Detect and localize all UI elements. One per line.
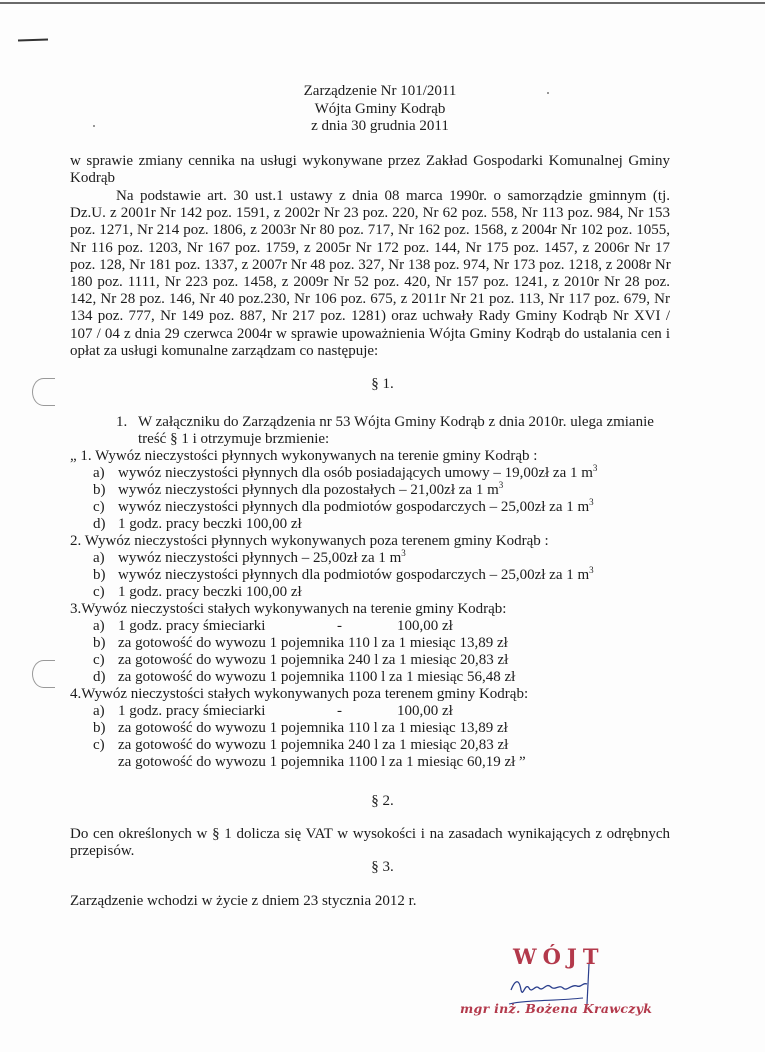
scan-speck bbox=[93, 125, 95, 127]
list-item-letter: c) bbox=[93, 652, 105, 668]
list-item-letter: c) bbox=[93, 584, 105, 600]
list-item: za gotowość do wywozu 1 pojemnika 110 l za 1 miesiąc 13,89 zł bbox=[118, 720, 508, 736]
list-item: za gotowość do wywozu 1 pojemnika 240 l za 1 miesiąc 20,83 zł bbox=[118, 737, 509, 753]
scan-top-edge bbox=[0, 2, 765, 4]
list-item-letter: d) bbox=[93, 516, 106, 532]
subject-line-1: w sprawie zmiany cennika na usługi wykonywane przez Zakład Gospodarki Komunalnej Gminy bbox=[70, 153, 670, 169]
document-header bbox=[200, 83, 560, 136]
list-item-letter: a) bbox=[93, 465, 105, 481]
list-item-letter: d) bbox=[93, 669, 106, 685]
document-title: Zarządzenie Nr 101/2011 bbox=[303, 83, 457, 99]
list-item-closing: za gotowość do wywozu 1 pojemnika 1100 l za 1 miesiąc 60,19 zł ” bbox=[118, 754, 526, 770]
group-2-title: 2. Wywóz nieczystości płynnych wykonywanych poza terenem gminy Kodrąb : bbox=[70, 533, 549, 549]
section-3-heading: § 3. bbox=[371, 859, 394, 875]
list-item-letter: c) bbox=[93, 737, 105, 753]
preamble-line: poz. 1271, Nr 214 poz. 1806, z 2003r Nr 80 poz. 717, Nr 162 poz. 1568, z 2004r Nr 102 poz. 1055, bbox=[70, 222, 670, 238]
section-3-text: Zarządzenie wchodzi w życie z dniem 23 stycznia 2012 r. bbox=[70, 893, 417, 909]
list-item-letter: a) bbox=[93, 550, 105, 566]
preamble-line: 142, Nr 28 poz. 146, Nr 40 poz.230, Nr 106 poz. 675, z 2011r Nr 21 poz. 113, Nr 117 poz. 679, Nr bbox=[70, 291, 670, 307]
section-2-heading: § 2. bbox=[371, 793, 394, 809]
document-date: z dnia 30 grudnia 2011 bbox=[311, 118, 449, 134]
list-item: za gotowość do wywozu 1 pojemnika 1100 l za 1 miesiąc 56,48 zł bbox=[118, 669, 516, 685]
list-item-value: 100,00 zł bbox=[397, 703, 453, 719]
section-2-line-2: przepisów. bbox=[70, 843, 135, 859]
list-item: 1 godz. pracy beczki 100,00 zł bbox=[118, 516, 302, 532]
subject-line-2: Kodrąb bbox=[70, 170, 115, 186]
list-item-dash: - bbox=[337, 703, 342, 719]
group-4-title: 4.Wywóz nieczystości stałych wykonywanych poza terenem gminy Kodrąb: bbox=[70, 686, 529, 702]
list-item: wywóz nieczystości płynnych dla podmiotów gospodarczych – 25,00zł za 1 $m^3$ bbox=[118, 497, 594, 515]
list-item-value: 100,00 zł bbox=[397, 618, 453, 634]
preamble-line: 180 poz. 1111, Nr 223 poz. 1458, z 2009r Nr 52 poz. 420, Nr 157 poz. 1241, z 2010r Nr 28 poz. bbox=[70, 274, 670, 290]
list-item-dash: - bbox=[337, 618, 342, 634]
list-item-letter: a) bbox=[93, 618, 105, 634]
preamble-line: poz. 128, Nr 181 poz. 1337, z 2007r Nr 48 poz. 327, Nr 138 poz. 974, Nr 173 poz. 1218, z 2008r Nr bbox=[70, 257, 671, 273]
list-item: wywóz nieczystości płynnych – 25,00zł za 1 $m^3$ bbox=[118, 548, 406, 566]
section-1-heading: § 1. bbox=[371, 376, 394, 392]
list-item-label: 1 godz. pracy śmieciarki bbox=[118, 618, 266, 634]
stamp-name: mgr inż. Bożena Krawczyk bbox=[460, 1001, 653, 1016]
list-item-letter: b) bbox=[93, 635, 106, 651]
list-item: wywóz nieczystości płynnych dla osób posiadających umowy – 19,00zł za 1 $m^3$ bbox=[118, 463, 598, 481]
list-item: 1 godz. pracy beczki 100,00 zł bbox=[118, 584, 302, 600]
list-item: wywóz nieczystości płynnych dla podmiotów gospodarczych – 25,00zł za 1 $m^3$ bbox=[118, 565, 594, 583]
preamble-line: 134 poz. 777, Nr 149 poz. 887, Nr 217 poz. 1281) oraz uchwały Rady Gminy Kodrąb Nr XVI / bbox=[70, 308, 670, 324]
section-2-line-1: Do cen określonych w § 1 dolicza się VAT w wysokości i na zasadach wynikających z odrębnych bbox=[70, 826, 670, 842]
intro-number: 1. bbox=[116, 414, 128, 430]
list-item-letter: b) bbox=[93, 567, 106, 583]
list-item-letter: c) bbox=[93, 499, 105, 515]
list-item: wywóz nieczystości płynnych dla pozostałych – 21,00zł za 1 $m^3$ bbox=[118, 480, 504, 498]
preamble-line: Dz.U. z 2001r Nr 142 poz. 1591, z 2002r Nr 23 poz. 220, Nr 62 poz. 558, Nr 113 poz. 984, Nr 153 bbox=[70, 205, 670, 221]
intro-line-2: treść § 1 i otrzymuje brzmienie: bbox=[138, 431, 330, 447]
official-stamp bbox=[460, 944, 695, 1034]
stamp-title: WÓJT bbox=[513, 944, 605, 969]
preamble-line: opłat za usługi komunalne zarządzam co następuje: bbox=[70, 343, 379, 359]
list-item-letter: a) bbox=[93, 703, 105, 719]
list-item: za gotowość do wywozu 1 pojemnika 240 l za 1 miesiąc 20,83 zł bbox=[118, 652, 509, 668]
issuer: Wójta Gminy Kodrąb bbox=[314, 100, 446, 117]
list-item-letter: b) bbox=[93, 720, 106, 736]
list-item: za gotowość do wywozu 1 pojemnika 110 l za 1 miesiąc 13,89 zł bbox=[118, 635, 508, 651]
preamble-line: Nr 116 poz. 1203, Nr 167 poz. 1759, z 2005r Nr 172 poz. 144, Nr 175 poz. 1457, z 2006r Nr 17 bbox=[70, 240, 670, 256]
group-1-title: „ 1. Wywóz nieczystości płynnych wykonywanych na terenie gminy Kodrąb : bbox=[70, 448, 538, 464]
group-3-title: 3.Wywóz nieczystości stałych wykonywanych na terenie gminy Kodrąb: bbox=[70, 601, 507, 617]
scan-mark bbox=[18, 38, 48, 41]
preamble-line: 107 / 04 z dnia 29 czerwca 2004r w sprawie upoważnienia Wójta Gminy Kodrąb do ustalania cen i bbox=[70, 326, 670, 342]
punch-hole-bottom bbox=[32, 660, 55, 688]
list-item-label: 1 godz. pracy śmieciarki bbox=[118, 703, 266, 719]
preamble-line: Na podstawie art. 30 ust.1 ustawy z dnia 08 marca 1990r. o samorządzie gminnym (tj. bbox=[116, 188, 670, 204]
list-item-letter: b) bbox=[93, 482, 106, 498]
intro-line-1: W załączniku do Zarządzenia nr 53 Wójta Gminy Kodrąb z dnia 2010r. ulega zmianie bbox=[138, 414, 654, 430]
